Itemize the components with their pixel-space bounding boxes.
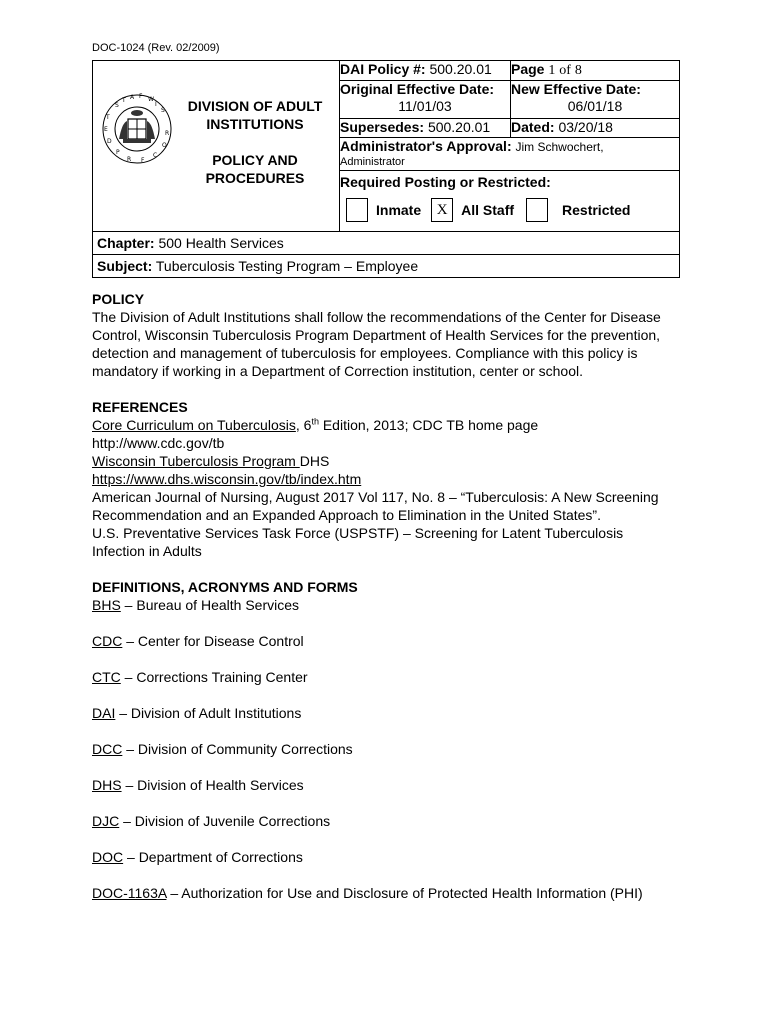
restricted-checkbox[interactable] <box>526 198 548 222</box>
svg-text:R: R <box>165 130 170 137</box>
definition-item: BHS – Bureau of Health Services <box>92 597 300 613</box>
references-heading: REFERENCES <box>92 399 188 415</box>
required-posting-cell: Required Posting or Restricted: <box>340 171 680 193</box>
cdc-url[interactable]: http://www.cdc.gov/tb <box>92 435 225 451</box>
definition-item: DOC – Department of Corrections <box>92 849 303 865</box>
policy-procedures-title: POLICY AND PROCEDURES <box>205 152 305 186</box>
svg-text:W: W <box>148 96 154 103</box>
svg-text:O: O <box>162 142 167 149</box>
policy-header-table <box>92 60 680 278</box>
definition-item: DOC-1163A – Authorization for Use and Disclosure of Protected Health Information (PHI) <box>92 885 643 901</box>
svg-text:A: A <box>130 94 135 101</box>
svg-text:S: S <box>161 107 165 114</box>
supersedes-cell: Supersedes: 500.20.01 <box>340 118 511 137</box>
definition-item: DHS – Division of Health Services <box>92 777 304 793</box>
all-staff-checkbox[interactable]: X <box>431 198 453 222</box>
definition-item: DJC – Division of Juvenile Corrections <box>92 813 331 829</box>
inmate-label: Inmate <box>376 202 422 219</box>
subject-cell: Subject: Tuberculosis Testing Program – Employee <box>93 255 680 278</box>
dhs-url[interactable]: https://www.dhs.wisconsin.gov/tb/index.htm <box>92 471 362 487</box>
svg-text:T: T <box>122 97 126 104</box>
document-body <box>92 290 672 902</box>
division-cell <box>93 61 340 232</box>
svg-text:S: S <box>115 102 119 109</box>
svg-text:F: F <box>139 93 143 100</box>
definition-item: CDC – Center for Disease Control <box>92 633 304 649</box>
all-staff-label: All Staff <box>461 202 515 219</box>
division-name: DIVISION OF ADULT INSTITUTIONS <box>187 98 323 132</box>
definition-item: DCC – Division of Community Corrections <box>92 741 353 757</box>
definition-item: CTC – Corrections Training Center <box>92 669 308 685</box>
svg-text:T: T <box>106 114 110 121</box>
policy-number-cell: DAI Policy #: 500.20.01 <box>340 61 511 81</box>
original-effective-cell: Original Effective Date: 11/01/03 <box>340 81 511 118</box>
policy-text: The Division of Adult Institutions shall follow the recommendations of the Center for Disease Control, Wisconsin Tuberculosis Program Department of Health Services for the prevention, detection and management of tuberculosis for employees. Compliance with this policy is mandatory if working in a Department of Correction institution, center or school. <box>92 309 661 379</box>
reference-3: American Journal of Nursing, August 2017 Vol 117, No. 8 – “Tuberculosis: A New Screening Recommendation and an Expanded Approach to Elimination in the United States”. <box>92 489 659 523</box>
inmate-checkbox[interactable] <box>346 198 368 222</box>
svg-text:I: I <box>155 101 157 108</box>
dated-cell: Dated: 03/20/18 <box>511 118 680 137</box>
form-number: DOC-1024 (Rev. 02/2009) <box>92 42 220 54</box>
reference-4: U.S. Preventative Services Task Force (USPSTF) – Screening for Latent Tuberculosis Infection in Adults <box>92 525 624 559</box>
wisconsin-tb-program-link[interactable]: Wisconsin Tuberculosis Program <box>92 453 300 469</box>
svg-text:F: F <box>141 157 145 164</box>
definitions-heading: DEFINITIONS, ACRONYMS AND FORMS <box>92 579 358 595</box>
svg-text:C: C <box>153 152 158 159</box>
page-cell: Page 1 of 8 <box>511 61 680 81</box>
chapter-cell: Chapter: 500 Health Services <box>93 232 680 255</box>
reference-1: Core Curriculum on Tuberculosis, 6th Edition, 2013; CDC TB home page <box>92 416 539 433</box>
svg-text:E: E <box>104 126 108 133</box>
new-effective-cell: New Effective Date: 06/01/18 <box>511 81 680 118</box>
state-seal-icon <box>101 93 173 165</box>
reference-2: Wisconsin Tuberculosis Program DHS <box>92 453 330 469</box>
administrator-approval-cell: Administrator's Approval: Jim Schwochert, Administrator <box>340 137 680 170</box>
svg-text:D: D <box>107 138 112 145</box>
svg-text:R: R <box>127 156 132 163</box>
policy-heading: POLICY <box>92 291 145 307</box>
svg-text:P: P <box>116 149 120 156</box>
restricted-label: Restricted <box>562 202 631 219</box>
core-curriculum-link[interactable]: Core Curriculum on Tuberculosis <box>92 417 296 433</box>
posting-checkboxes <box>340 192 680 231</box>
definition-item: DAI – Division of Adult Institutions <box>92 705 302 721</box>
